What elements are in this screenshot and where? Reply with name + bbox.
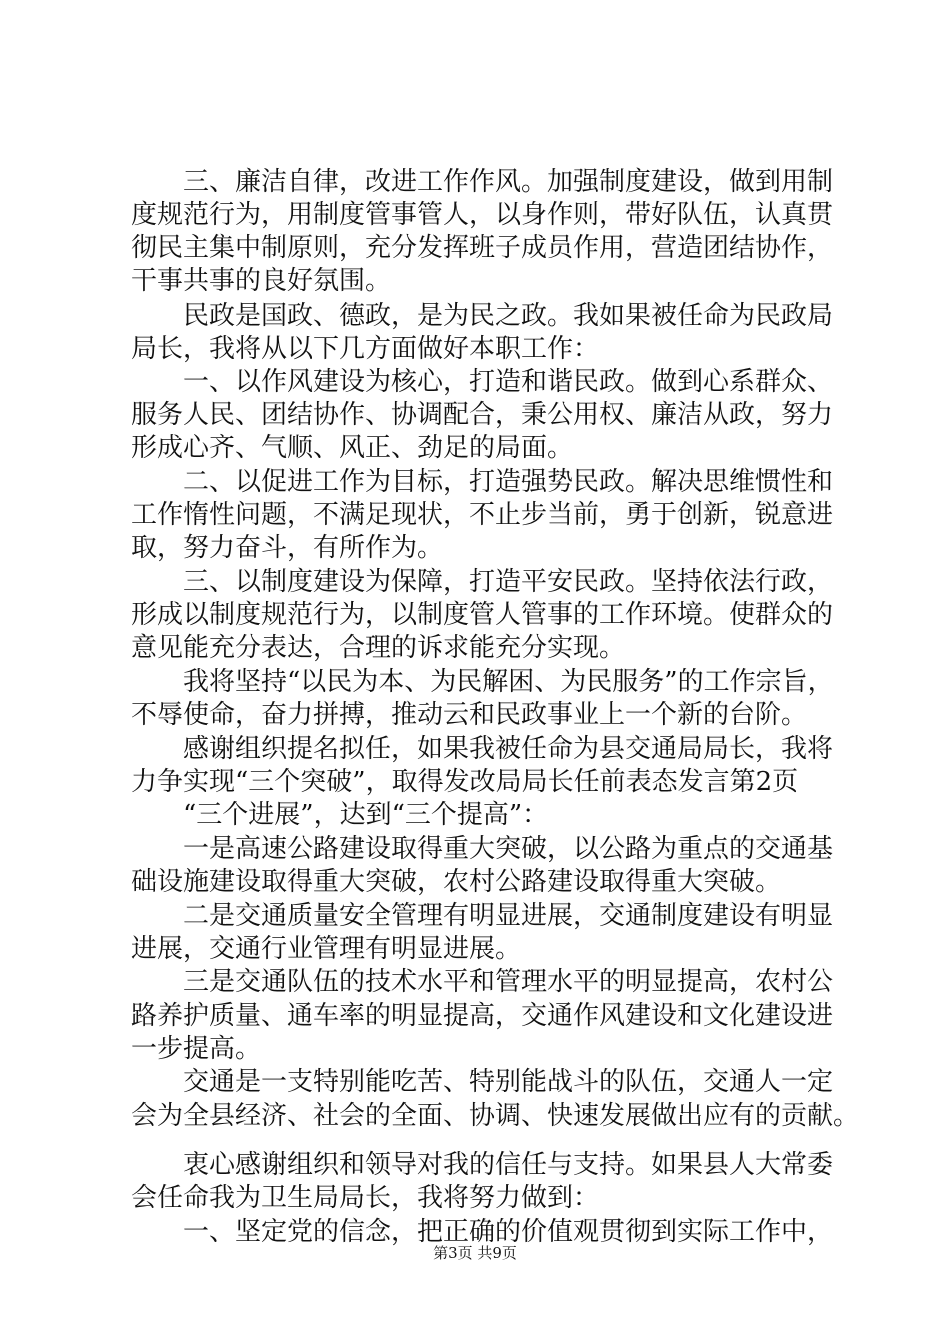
text-line: 民政是国政、德政，是为民之政。我如果被任命为民政局 [131,301,834,331]
text-line: 一步提高。 [131,1034,262,1064]
text-line: 工作惰性问题，不满足现状，不止步当前，勇于创新，锐意进 [131,500,834,530]
text-line: 交通是一支特别能吃苦、特别能战斗的队伍，交通人一定 [131,1067,834,1097]
text-line: 进展，交通行业管理有明显进展。 [131,934,522,964]
text-line: 三、以制度建设为保障，打造平安民政。坚持依法行政， [131,567,834,597]
text-line: 三是交通队伍的技术水平和管理水平的明显提高，农村公 [131,967,834,997]
text-line: 衷心感谢组织和领导对我的信任与支持。如果县人大常委 [131,1150,834,1180]
text-line: 一、以作风建设为核心，打造和谐民政。做到心系群众、 [131,367,834,397]
text-line: 干事共事的良好氛围。 [131,266,392,296]
text-line: 二是交通质量安全管理有明显进展，交通制度建设有明显 [131,901,834,931]
text-line: 取，努力奋斗，有所作为。 [131,533,444,563]
text-line: 会任命我为卫生局局长，我将努力做到： [131,1183,600,1213]
text-line: 础设施建设取得重大突破，农村公路建设取得重大突破。 [131,867,782,897]
text-line: 三、廉洁自律，改进工作作风。加强制度建设，做到用制 [131,167,834,197]
text-line: 力争实现“三个突破”，取得发改局局长任前表态发言第2页 [131,767,799,797]
text-line: 一是高速公路建设取得重大突破，以公路为重点的交通基 [131,834,834,864]
text-line: 形成心齐、气顺、风正、劲足的局面。 [131,433,574,463]
text-line: 感谢组织提名拟任，如果我被任命为县交通局局长，我将 [131,734,834,764]
text-line: 路养护质量、通车率的明显提高，交通作风建设和文化建设进 [131,1001,834,1031]
text-line: 彻民主集中制原则，充分发挥班子成员作用，营造团结协作， [131,233,834,263]
text-line: 我将坚持“以民为本、为民解困、为民服务”的工作宗旨， [131,667,834,697]
text-line: 服务人民、团结协作、协调配合，秉公用权、廉洁从政，努力 [131,400,834,430]
text-line: 度规范行为，用制度管事管人，以身作则，带好队伍，认真贯 [131,200,834,230]
text-line: 意见能充分表达，合理的诉求能充分实现。 [131,633,626,663]
text-line: 形成以制度规范行为，以制度管人管事的工作环境。使群众的 [131,600,834,630]
text-line: 一、坚定党的信念，把正确的价值观贯彻到实际工作中， [131,1217,834,1247]
text-line: 不辱使命，奋力拼搏，推动云和民政事业上一个新的台阶。 [131,700,808,730]
text-line: “三个进展”，达到“三个提高”： [131,800,549,830]
text-line: 局长，我将从以下几方面做好本职工作： [131,334,600,364]
page-footer: 第3页 共9页 [433,1244,517,1262]
text-line: 二、以促进工作为目标，打造强势民政。解决思维惯性和 [131,467,834,497]
text-line: 会为全县经济、社会的全面、协调、快速发展做出应有的贡献。 [131,1101,860,1131]
